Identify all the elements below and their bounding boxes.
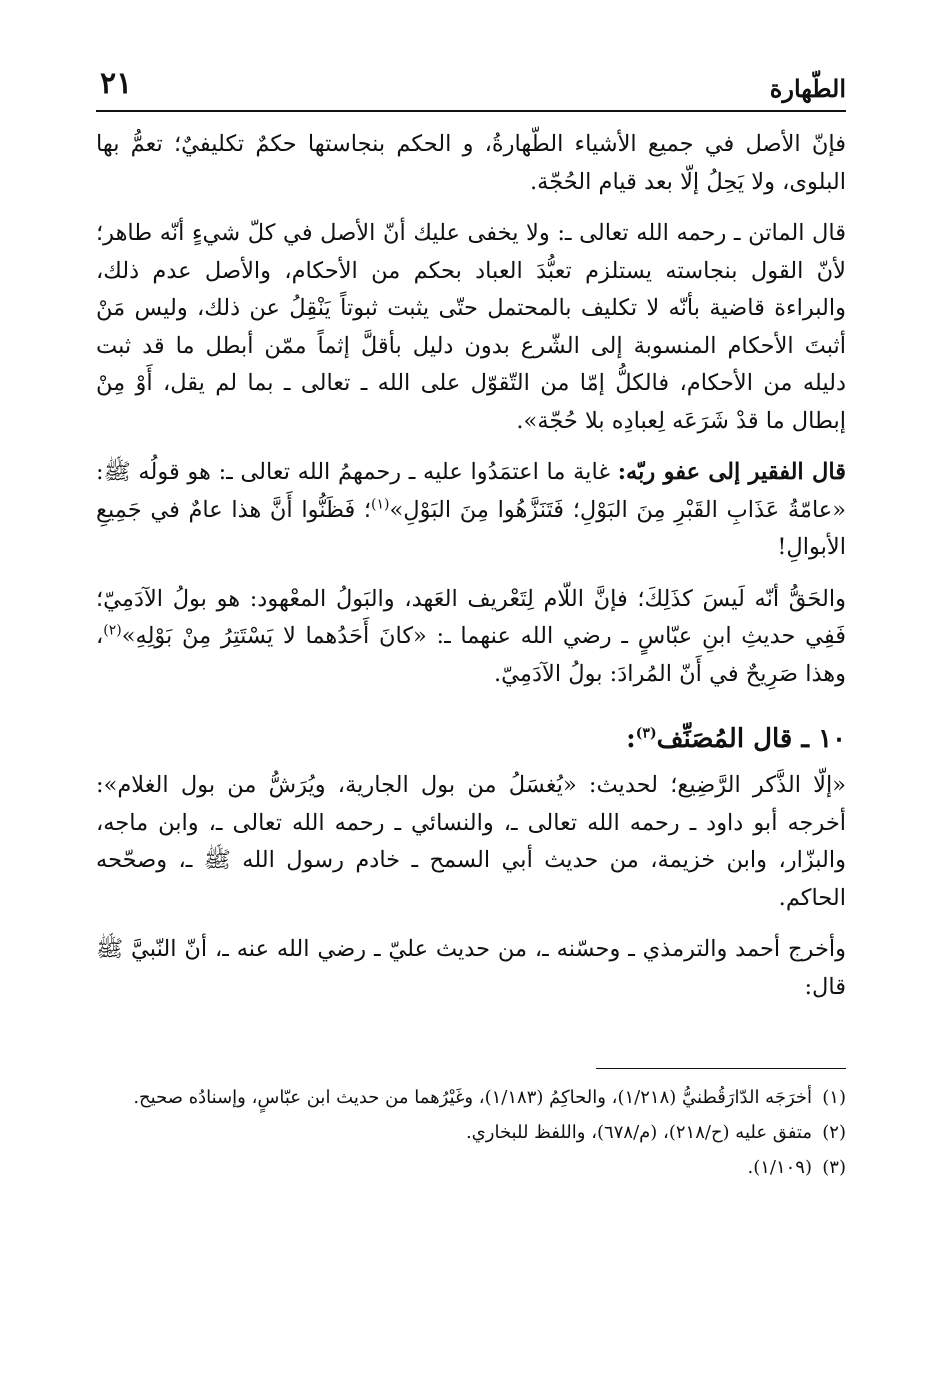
paragraph-3-text-a: غاية ما اعتمَدُوا عليه ـ رحمهمُ الله تعالى ـ: هو قولُه ﷺ: «عامّةُ عَذَابِ القَبْرِ مِنَ البَوْلِ؛ فَتَنَزَّهُوا مِنَ البَوْلِ» xyxy=(96,459,846,523)
paragraph-2: قال الماتن ـ رحمه الله تعالى ـ: ولا يخفى عليك أنّ الأصل في كلّ شيءٍ أنّه طاهر؛ لأنّ القول بنجاسته يستلزم تعبُّدَ العباد بحكم من الأحكام، والأصل عدم ذلك، والبراءة قاضية بأنّه لا تكليف بالمحتمل حتّى يثبت ثبوتاً يَنْقِلُ عن ذلك، وليس مَنْ أثبتَ الأحكام المنسوبة إلى الشّرع بدون دليل بأقلَّ إثماً ممّن أبطل ما قد ثبت دليله من الأحكام، فالكلُّ إمّا من التّقوّل على الله ـ تعالى ـ بما لم يقل، أَوْ مِنْ إبطال ما قدْ شَرَعَه لِعبادِه بلا حُجّة». xyxy=(96,220,846,434)
footnote-1 xyxy=(96,1082,846,1113)
paragraph-4-text-b: ، وهذا صَرِيحٌ في أَنّ المُرادَ: بولُ الآدَمِيّ. xyxy=(96,623,846,687)
section-heading-text: ١٠ ـ قال المُصَنِّف xyxy=(656,724,846,754)
footnote-2-number: (٢) xyxy=(822,1122,846,1143)
footnote-3-text: (١/١٠٩). xyxy=(747,1157,812,1178)
paragraph-5: «إلّا الذَّكر الرَّضِيع؛ لحديث: «يُغسَلُ من بول الجارية، ويُرَشُّ من بول الغلام»: أخرجه أبو داود ـ رحمه الله تعالى ـ، والنسائي ـ رحمه الله تعالى ـ، وابن ماجه، والبزّار، وابن خزيمة، من حديث أبي السمح ـ خادم رسول الله ﷺ ـ، وصحّحه الحاكم. xyxy=(96,772,846,911)
body-text xyxy=(96,126,846,1020)
footnote-ref-2[interactable]: (٢) xyxy=(103,622,122,639)
footnote-2 xyxy=(96,1117,846,1148)
running-head xyxy=(96,66,846,106)
paragraph-3-text-b: ؛ فَظَنُّوا أَنَّ هذا عامٌ في جَمِيعِ الأبوالِ! xyxy=(96,496,846,560)
running-title: الطّهارة xyxy=(769,74,846,103)
paragraph-6: وأخرج أحمد والترمذي ـ وحسّنه ـ، من حديث عليّ ـ رضي الله عنه ـ، أنّ النّبيَّ ﷺ قال: xyxy=(96,936,846,1000)
section-heading-colon: : xyxy=(626,724,636,754)
paragraph-3 xyxy=(96,454,846,567)
section-heading xyxy=(96,719,846,759)
footnote-ref-1[interactable]: (١) xyxy=(371,496,390,512)
footnote-rule xyxy=(596,1068,846,1069)
footnote-1-number: (١) xyxy=(822,1087,846,1108)
book-page xyxy=(96,0,846,1382)
footnote-3 xyxy=(96,1152,846,1183)
header-rule xyxy=(96,110,846,112)
footnote-ref-3[interactable]: (٣) xyxy=(635,725,657,742)
footnotes xyxy=(96,1082,846,1187)
footnote-2-text: متفق عليه (ح/٢١٨)، (م/٦٧٨)، واللفظ للبخاري. xyxy=(465,1122,812,1143)
paragraph-4 xyxy=(96,581,846,694)
footnote-3-number: (٣) xyxy=(822,1157,846,1178)
page-number: ٢١ xyxy=(100,66,133,101)
footnote-1-text: أخرَجَه الدّارَقُطنيُّ (١/٢١٨)، والحاكِمُ (١/١٨٣)، وغَيْرُهما من حديث ابن عبّاسٍ، وإسنادُه صحيح. xyxy=(133,1087,812,1108)
paragraph-4-text-a: والحَقُّ أنّه لَيسَ كذَلِكَ؛ فإنَّ اللّام لِتَعْريف العَهد، والبَولُ المعْهود: هو بولُ الآدَمِيّ؛ فَفِي حديثِ ابنِ عبّاسٍ ـ رضي الله عنهما ـ: «كانَ أَحَدُهما لا يَسْتَتِرُ مِنْ بَوْلِهِ» xyxy=(96,585,846,649)
paragraph-1: فإنّ الأصل في جميع الأشياء الطّهارةُ، و الحكم بنجاستها حكمٌ تكليفيٌ؛ تعمُّ بها البلوى، ولا يَحِلُ إلّا بعد قيام الحُجّة. xyxy=(96,131,846,195)
paragraph-3-lead: قال الفقير إلى عفو ربّه: xyxy=(617,459,847,485)
